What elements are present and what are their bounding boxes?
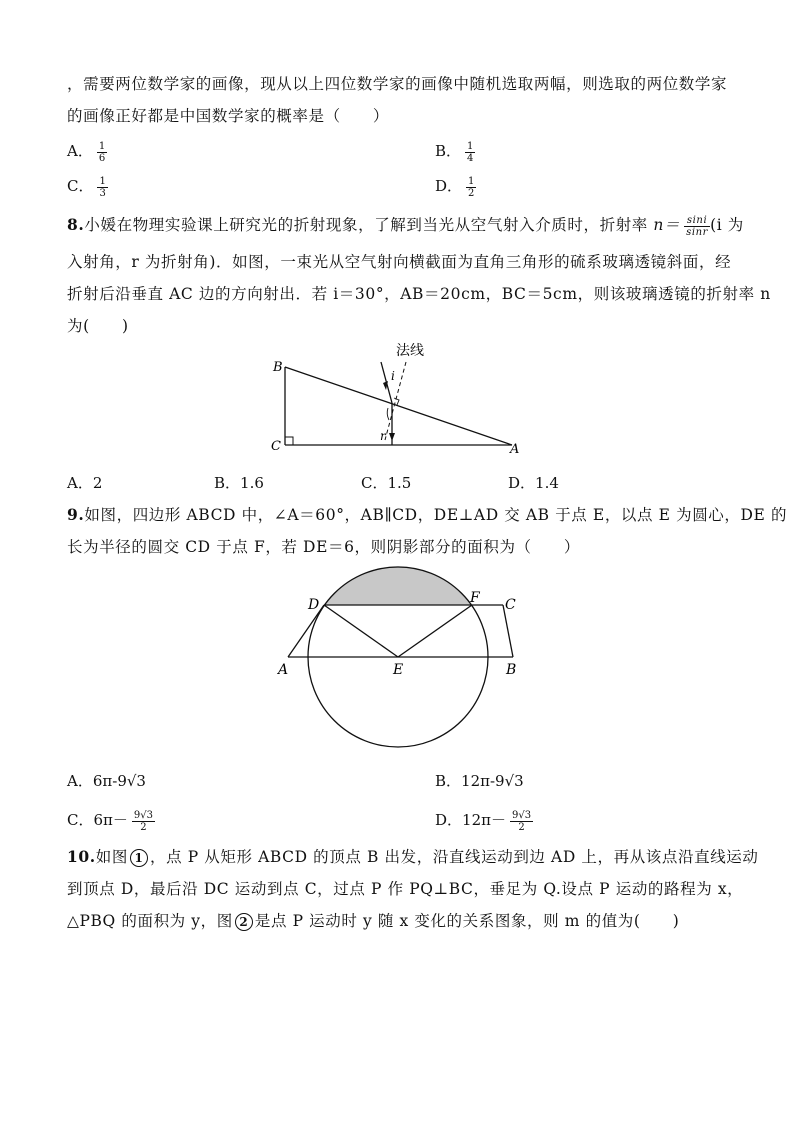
q7-text-line1: ，需要两位数学家的画像，现从以上四位数学家的画像中随机选取两幅，则选取的两位数学家 [67,75,728,93]
fraction: $\frac{1}{3}$ [99,175,106,199]
q10-text-line2: 到顶点 D，最后沿 DC 运动到点 C，过点 P 作 PQ⊥BC，垂足为 Q.设点 P 运动的路程为 x， [67,880,744,898]
label-b: B [273,360,283,375]
shaded-segment [324,566,472,605]
segment-fe [398,605,472,657]
label-d: D [308,597,320,613]
question-number: 9. [67,505,85,524]
refraction-formula: $\frac{\sin i}{\sin r}$ [686,214,709,238]
question-number: 8. [67,215,85,234]
q7-option-d[interactable]: D． $\frac{1}{2}$ [435,175,475,199]
right-angle-mark [285,437,293,445]
q8-text-line4: 为( ) [67,317,129,335]
q9-text-line2: 长为半径的圆交 CD 于点 F，若 DE＝6，则阴影部分的面积为（ ） [67,538,580,556]
fraction: $\frac{1}{4}$ [467,140,474,164]
fraction: $\frac{1}{6}$ [98,140,106,164]
q8-text-line1: 8.小媛在物理实验课上研究光的折射现象，了解到当光从空气射入介质时，折射率 n＝ $\frac{\sin i}{\sin r}$ (i 为 [67,214,744,238]
q7-option-a[interactable]: A． $\frac{1}{6}$ [67,140,106,164]
q8-option-b[interactable]: B．1.6 [214,474,264,492]
fraction: $\frac{9√3}{2}$ [133,809,153,833]
circled-number-2: 2 [235,913,253,931]
q8-option-c[interactable]: C．1.5 [361,474,412,492]
label-c: C [271,439,281,454]
q9-option-b[interactable]: B．12π-9√3 [435,772,524,790]
q9-option-d[interactable]: D．12π－ $\frac{9√3}{2}$ [435,809,532,833]
q8-lens-figure [260,335,540,460]
refracted-arrow [389,433,395,441]
fraction: $\frac{1}{2}$ [468,175,475,199]
label-normal: 法线 [396,343,424,359]
q8-text-line2: 入射角，r 为折射角)．如图，一束光从空气射向横截面为直角三角形的硫系玻璃透镜斜面，经 [67,253,732,271]
q10-text-line3: △PBQ 的面积为 y，图 2 是点 P 运动时 y 随 x 变化的关系图象，则 m 的值为( ) [67,912,680,930]
q9-text-line1: 9.如图，四边形 ABCD 中，∠A＝60°，AB∥CD，DE⊥AD 交 AB 于点 E，以点 E 为圆心，DE 的 [67,505,788,524]
label-a: A [278,662,289,678]
label-f: F [470,590,480,606]
circled-number-1: 1 [130,849,148,867]
angle-r-arc [387,408,389,420]
q8-option-d[interactable]: D．1.4 [508,474,559,492]
q8-option-a[interactable]: A．2 [67,474,103,492]
question-number: 10. [67,847,96,866]
fraction: $\frac{9√3}{2}$ [511,809,532,833]
q10-text-line1: 10.如图 1 ，点 P 从矩形 ABCD 的顶点 B 出发，沿直线运动到边 AD 上，再从该点沿直线运动 [67,847,759,866]
q7-option-b[interactable]: B． $\frac{1}{4}$ [435,140,474,164]
q9-option-a[interactable]: A．6π-9√3 [67,772,146,790]
label-c: C [505,597,516,613]
label-i: i [391,369,395,383]
q8-text-line3: 折射后沿垂直 AC 边的方向射出．若 i＝30°，AB＝20cm，BC＝5cm，则该玻璃透镜的折射率 n [67,285,771,303]
label-a: A [510,442,520,457]
normal-line [385,362,406,440]
q9-circle-figure [270,560,530,760]
label-b: B [506,662,517,678]
label-r: r [380,429,386,443]
q7-option-c[interactable]: C． $\frac{1}{3}$ [67,175,106,199]
q7-text-line2: 的画像正好都是中国数学家的概率是（ ） [67,107,390,125]
q9-option-c[interactable]: C．6π－ $\frac{9√3}{2}$ [67,809,153,833]
side-ab [285,367,512,445]
label-e: E [393,662,404,678]
segment-de [324,605,398,657]
